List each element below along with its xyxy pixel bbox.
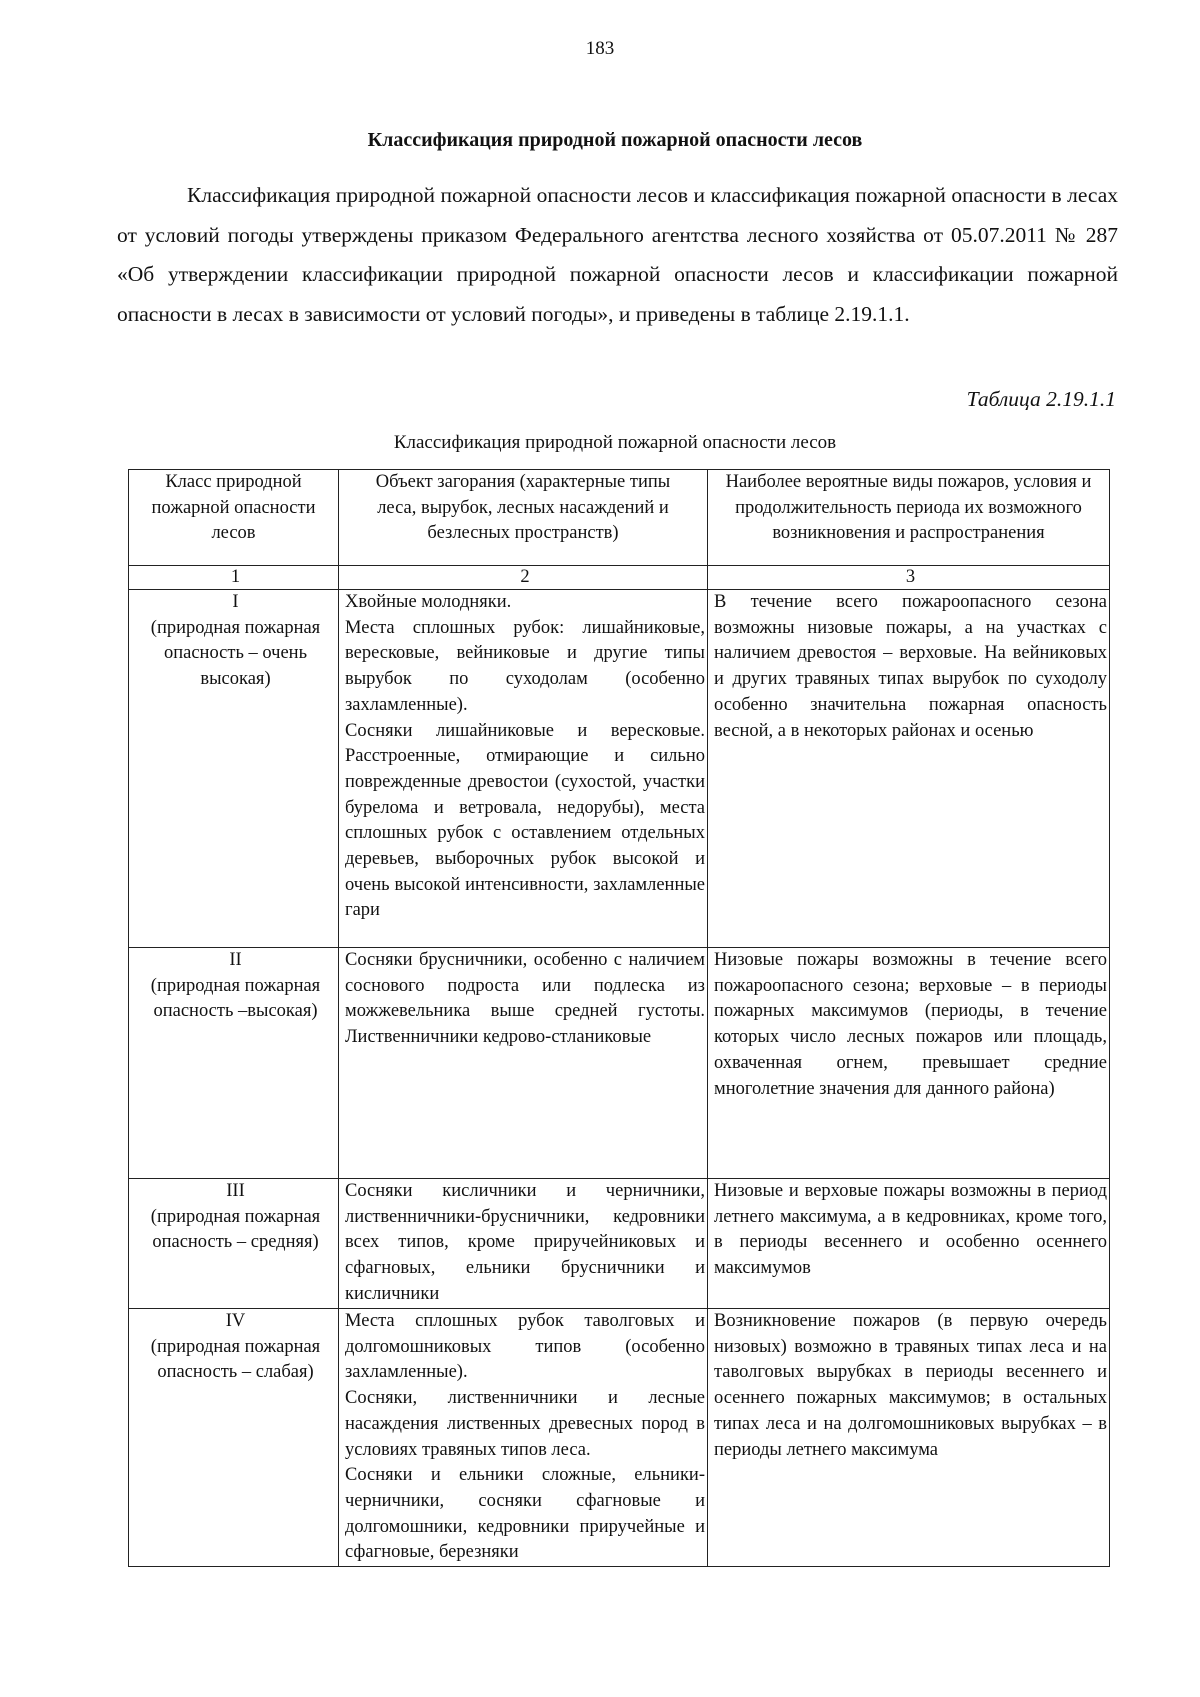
table-row [129,1179,1110,1309]
fires-cell: В течение всего пожароопасного сезона возможны низовые пожары, а на участках с наличием древостоя – верховые. На вейниковых и других травяных типах вырубок по суходолу особенно значительна пожарная опасность весной, а в некоторых районах и осенью [708,590,1110,948]
class-cell [129,590,339,948]
object-cell [339,1179,708,1309]
class-cell [129,1179,339,1309]
class-cell [129,1309,339,1567]
object-paragraph: Места сплошных рубок: лишайниковые, вересковые, вейниковые и другие типы вырубок по суходолам (особенно захламленные). [345,617,705,715]
intro-paragraph: Классификация природной пожарной опасности лесов и классификация пожарной опасности в лесах от условий погоды утверждены приказом Федерального агентства лесного хозяйства от 05.07.2011 № 287 «Об утверждении классификации природной пожарной опасности лесов и классификации пожарной опасности в лесах в зависимости от условий погоды», и приведены в таблице 2.19.1.1. [117,183,1118,326]
fires-cell: Низовые пожары возможны в течение всего пожароопасного сезона; верховые – в периоды пожарных максимумов (периоды, в течение которых число лесных пожаров или площадь, охваченная огнем, превышает средние многолетние значения для данного района) [708,948,1110,1179]
table-number-label: Таблица 2.19.1.1 [966,387,1116,411]
table-row [129,1309,1110,1567]
class-description: (природная пожарная опасность – очень высокая) [150,617,321,690]
class-cell [129,948,339,1179]
section-title: Классификация природной пожарной опасности лесов [367,129,863,151]
table-row [129,590,1110,948]
page-number: 183 [585,38,615,59]
classification-table [128,469,1110,1567]
object-paragraph: Сосняки брусничники, особенно с наличием соснового подроста или подлеска из можжевельника выше средней густоты. Лиственничники кедрово-стланиковые [345,950,705,1048]
object-cell [339,590,708,948]
table-row [129,948,1110,1179]
header-fires: Наиболее вероятные виды пожаров, условия и продолжительность периода их возможного возникновения и распространения [708,470,1110,566]
column-number: 3 [708,566,1110,590]
object-cell [339,1309,708,1567]
class-numeral: IV [225,1311,246,1331]
class-description: (природная пожарная опасность – слабая) [150,1336,321,1383]
column-number: 2 [339,566,708,590]
header-object: Объект загорания (характерные типы леса, вырубок, лесных насаждений и безлесных пространств) [339,470,708,566]
object-paragraph: Сосняки, лиственничники и лесные насаждения лиственных древесных пород в условиях травяных типов леса. [345,1388,705,1460]
class-description: (природная пожарная опасность – средняя) [150,1206,321,1253]
class-description: (природная пожарная опасность –высокая) [150,975,321,1022]
object-cell [339,948,708,1179]
object-paragraph: Сосняки лишайниковые и вересковые. Расстроенные, отмирающие и сильно поврежденные древостои (сухостой, участки бурелома и ветровала, недорубы), места сплошных рубок с оставлением отдельных деревьев, выборочных рубок высокой и очень высокой интенсивности, захламленные гари [345,720,705,921]
fires-cell: Низовые и верховые пожары возможны в период летнего максимума, а в кедровниках, кроме того, в периоды весеннего и особенно осеннего максимумов [708,1179,1110,1309]
class-numeral: II [229,950,242,970]
header-class: Класс природной пожарной опасности лесов [129,470,339,566]
table-caption: Классификация природной пожарной опасности лесов [393,432,837,453]
object-paragraph: Места сплошных рубок таволговых и долгомошниковых типов (особенно захламленные). [345,1311,705,1383]
fires-cell: Возникновение пожаров (в первую очередь низовых) возможно в травяных типах леса и на таволговых вырубках в периоды весеннего и осеннего пожарных максимумов; в остальных типах леса и на долгомошниковых вырубках – в периоды летнего максимума [708,1309,1110,1567]
class-numeral: I [232,592,239,612]
object-paragraph: Сосняки кисличники и черничники, лиственничники-брусничники, кедровники всех типов, кроме приручейниковых и сфагновых, ельники брусничники и кисличники [345,1181,705,1304]
column-number-row [129,566,1110,590]
table-header-row [129,470,1110,566]
column-number: 1 [129,566,339,590]
object-paragraph: Сосняки и ельники сложные, ельники-черничники, сосняки сфагновые и долгомошники, кедровники приручейные и сфагновые, березняки [345,1465,705,1563]
class-numeral: III [226,1181,245,1201]
object-paragraph: Хвойные молодняки. [345,592,512,612]
